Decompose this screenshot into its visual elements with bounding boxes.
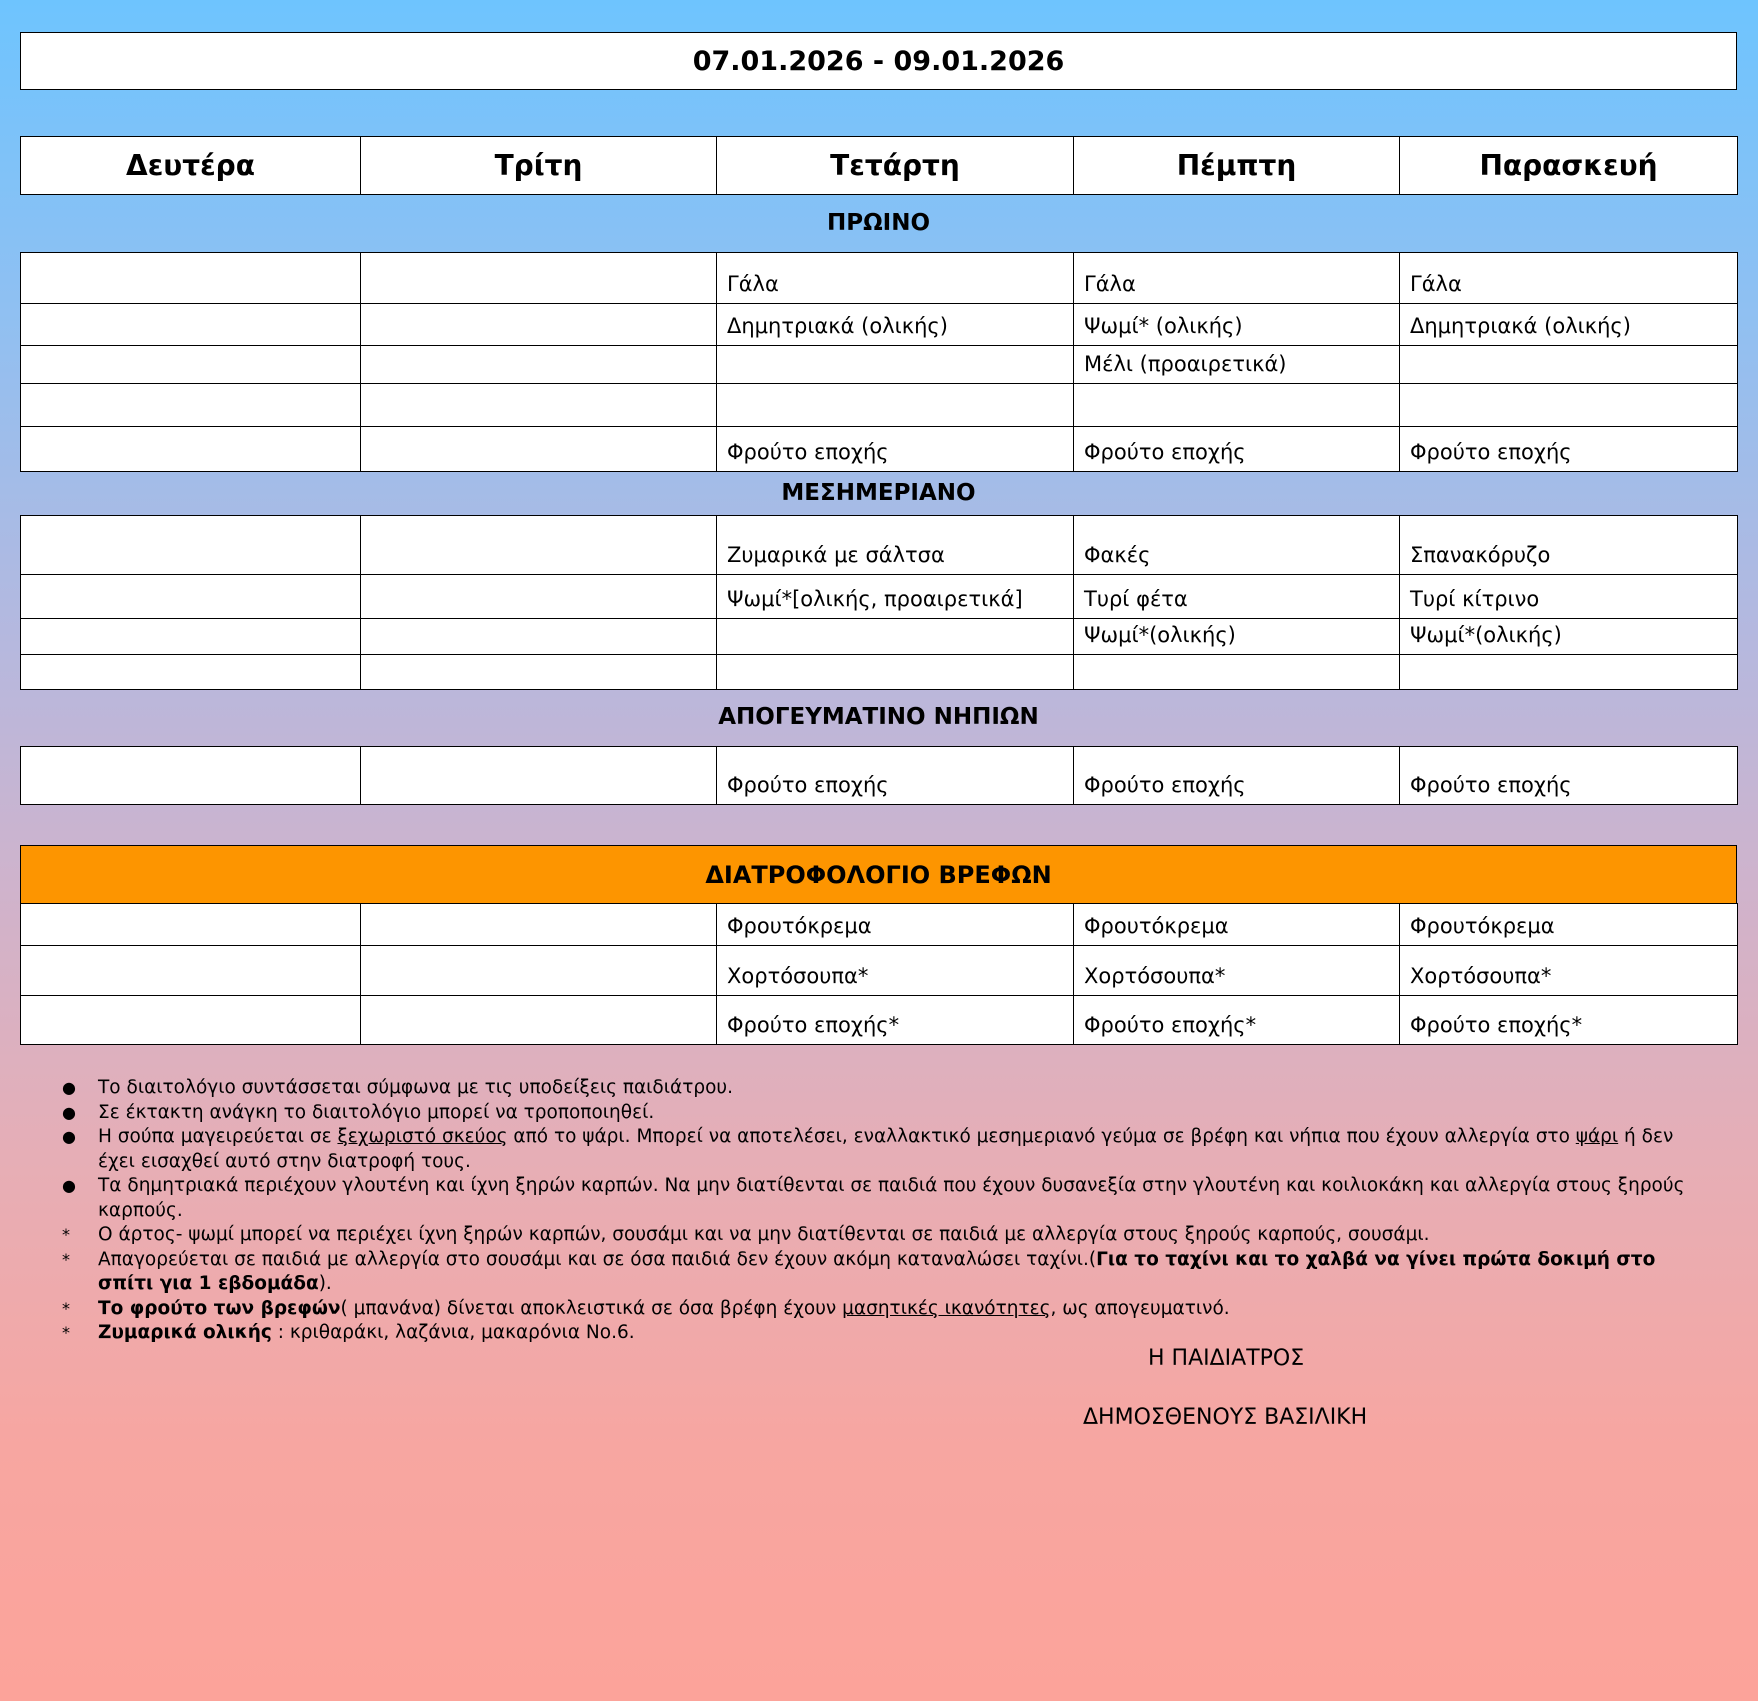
lunch-section-title: ΜΕΣΗΜΕΡΙΑΝΟ	[781, 480, 976, 506]
table-cell: Δημητριακά (ολικής)	[717, 304, 1074, 346]
table-cell	[1074, 384, 1400, 427]
table-cell	[21, 904, 361, 946]
star-marker: *	[62, 1323, 70, 1342]
table-cell: Φρούτο εποχής	[1074, 747, 1400, 805]
table-cell: Φρουτόκρεμα	[1400, 904, 1738, 946]
date-range-title: 07.01.2026 - 09.01.2026	[20, 32, 1737, 90]
table-cell	[1400, 346, 1738, 384]
table-cell: Φρούτο εποχής	[1400, 427, 1738, 472]
table-row	[21, 427, 1738, 472]
lunch-table	[20, 515, 1738, 690]
days-header-table	[20, 136, 1738, 195]
table-cell: Χορτόσουπα*	[1074, 946, 1400, 996]
table-row	[21, 516, 1738, 575]
table-cell	[21, 253, 361, 304]
afternoon-table	[20, 746, 1738, 805]
table-cell	[21, 516, 361, 575]
infants-table	[20, 903, 1738, 1045]
note-item: ● Τα δημητριακά περιέχουν γλουτένη και ίχνη ξηρών καρπών. Να μην διατίθενται σε παιδιά που έχουν δυσανεξία στην γλουτένη και κοιλιοκάκη και αλλεργία στους ξηρούς καρπούς.	[62, 1175, 1685, 1221]
table-cell	[1074, 655, 1400, 690]
note-item: * Απαγορεύεται σε παιδιά με αλλεργία στο σουσάμι και σε όσα παιδιά δεν έχουν ακόμη καταναλώσει ταχίνι.(Για το ταχίνι και το χαλβά να γίνει πρώτα δοκιμή στο σπίτι για 1 εβδομάδα).	[62, 1248, 1656, 1294]
table-cell	[361, 427, 717, 472]
afternoon-section-title: ΑΠΟΓΕΥΜΑΤΙΝΟ ΝΗΠΙΩΝ	[718, 704, 1039, 730]
bullet-marker: ●	[62, 1102, 76, 1122]
table-cell: Φρούτο εποχής	[717, 747, 1074, 805]
table-cell: Φρούτο εποχής	[717, 427, 1074, 472]
table-cell	[361, 904, 717, 946]
star-marker: *	[62, 1298, 70, 1318]
note-item: ● Το διαιτολόγιο συντάσσεται σύμφωνα με τις υποδείξεις παιδιάτρου.	[58, 1076, 1708, 1101]
table-cell	[21, 346, 361, 384]
table-row	[21, 619, 1738, 655]
table-cell	[21, 747, 361, 805]
note-item: ● Η σούπα μαγειρεύεται σε ξεχωριστό σκεύος από το ψάρι. Μπορεί να αποτελέσει, εναλλακτικό μεσημεριανό γεύμα σε βρέφη και νήπια που έχουν αλλεργία στο ψάρι ή δεν έχει εισαχθεί αυτό στην διατροφή τους.	[62, 1126, 1674, 1172]
table-cell	[361, 516, 717, 575]
table-cell	[361, 946, 717, 996]
bullet-marker: ●	[62, 1078, 76, 1097]
table-cell	[1400, 655, 1738, 690]
table-cell	[361, 619, 717, 655]
table-cell: Ψωμί* (ολικής)	[1074, 304, 1400, 346]
table-cell: Σπανακόρυζο	[1400, 516, 1738, 575]
table-cell: Ψωμί*(ολικής)	[1074, 619, 1400, 655]
table-row	[21, 996, 1738, 1045]
bullet-marker: ●	[62, 1127, 76, 1146]
table-cell: Γάλα	[717, 253, 1074, 304]
table-cell	[361, 253, 717, 304]
table-cell: Χορτόσουπα*	[1400, 946, 1738, 996]
table-row	[21, 747, 1738, 805]
table-cell: Ψωμί*(ολικής)	[1400, 619, 1738, 655]
note-item: * Ο άρτος- ψωμί μπορεί να περιέχει ίχνη ξηρών καρπών, σουσάμι και να μην διατίθενται σε παιδιά με αλλεργία στους ξηρούς καρπούς, σουσάμι.	[58, 1223, 1708, 1248]
table-cell	[21, 619, 361, 655]
breakfast-table	[20, 252, 1738, 472]
table-cell	[21, 427, 361, 472]
table-cell: Γάλα	[1400, 253, 1738, 304]
table-cell: Δημητριακά (ολικής)	[1400, 304, 1738, 346]
day-friday: Παρασκευή	[1400, 137, 1738, 195]
table-cell: Φρούτο εποχής	[1074, 427, 1400, 472]
table-cell: Τυρί κίτρινο	[1400, 575, 1738, 619]
table-cell	[717, 619, 1074, 655]
days-header-row	[21, 137, 1738, 195]
table-cell	[21, 946, 361, 996]
table-cell	[21, 996, 361, 1045]
table-cell	[361, 304, 717, 346]
table-cell	[361, 575, 717, 619]
table-cell	[361, 346, 717, 384]
table-row	[21, 904, 1738, 946]
table-row	[21, 304, 1738, 346]
table-cell: Ψωμί*[ολικής, προαιρετικά]	[717, 575, 1074, 619]
table-cell	[21, 304, 361, 346]
note-item: * Το φρούτο των βρεφών( μπανάνα) δίνεται αποκλειστικά σε όσα βρέφη έχουν μασητικές ικανότητες, ως απογευματινό.	[58, 1297, 1708, 1322]
table-cell: Χορτόσουπα*	[717, 946, 1074, 996]
table-cell	[361, 996, 717, 1045]
table-cell	[1400, 384, 1738, 427]
table-cell	[21, 384, 361, 427]
star-marker: *	[62, 1225, 70, 1244]
table-row	[21, 575, 1738, 619]
table-cell: Φακές	[1074, 516, 1400, 575]
day-tuesday: Τρίτη	[361, 137, 717, 195]
table-cell	[21, 575, 361, 619]
table-cell: Ζυμαρικά με σάλτσα	[717, 516, 1074, 575]
table-cell: Φρούτο εποχής*	[1400, 996, 1738, 1045]
table-cell	[717, 384, 1074, 427]
table-cell: Φρουτόκρεμα	[717, 904, 1074, 946]
table-row	[21, 346, 1738, 384]
star-marker: *	[62, 1249, 70, 1269]
note-item: ● Σε έκτακτη ανάγκη το διαιτολόγιο μπορεί να τροποποιηθεί.	[58, 1101, 1708, 1126]
table-cell	[361, 384, 717, 427]
table-cell	[21, 655, 361, 690]
table-cell: Φρούτο εποχής*	[1074, 996, 1400, 1045]
table-cell	[361, 655, 717, 690]
notes-list	[58, 1076, 1708, 1346]
signature-role: Η ΠΑΙΔΙΑΤΡΟΣ	[1148, 1346, 1305, 1371]
table-row	[21, 253, 1738, 304]
day-wednesday: Τετάρτη	[717, 137, 1074, 195]
table-cell: Φρούτο εποχής*	[717, 996, 1074, 1045]
table-row	[21, 384, 1738, 427]
note-item: * Ζυμαρικά ολικής : κριθαράκι, λαζάνια, μακαρόνια Νο.6.	[58, 1321, 1708, 1346]
table-cell	[361, 747, 717, 805]
infants-section-title: ΔΙΑΤΡΟΦΟΛΟΓΙΟ ΒΡΕΦΩΝ	[20, 845, 1737, 903]
table-cell	[717, 655, 1074, 690]
table-cell	[717, 346, 1074, 384]
table-row	[21, 655, 1738, 690]
table-cell: Γάλα	[1074, 253, 1400, 304]
day-monday: Δευτέρα	[21, 137, 361, 195]
bullet-marker: ●	[62, 1176, 76, 1195]
breakfast-section-title: ΠΡΩΙΝΟ	[826, 210, 931, 236]
signature-name: ΔΗΜΟΣΘΕΝΟΥΣ ΒΑΣΙΛΙΚΗ	[1083, 1405, 1368, 1430]
table-cell: Φρουτόκρεμα	[1074, 904, 1400, 946]
table-cell: Τυρί φέτα	[1074, 575, 1400, 619]
table-cell: Μέλι (προαιρετικά)	[1074, 346, 1400, 384]
day-thursday: Πέμπτη	[1074, 137, 1400, 195]
table-cell: Φρούτο εποχής	[1400, 747, 1738, 805]
table-row	[21, 946, 1738, 996]
